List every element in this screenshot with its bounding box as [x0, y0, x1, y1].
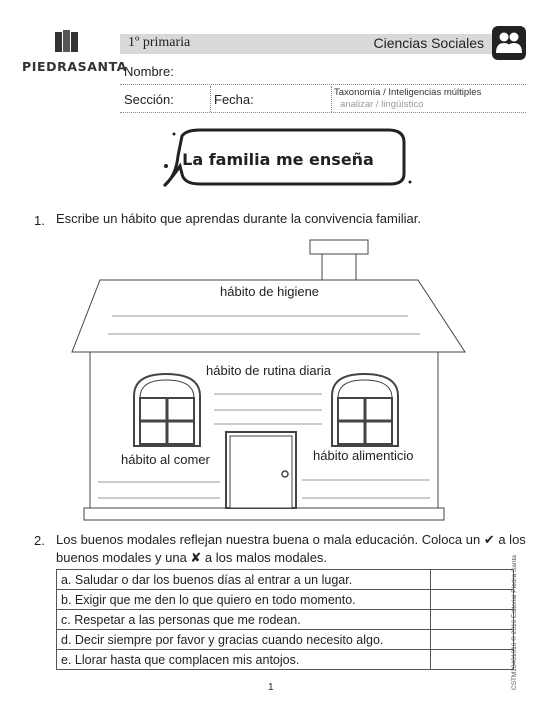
section-label: Sección:	[124, 92, 174, 107]
statement-cell: b. Exigir que me den lo que quiero en todo momento.	[57, 590, 431, 610]
people-icon	[492, 26, 526, 60]
roof-label: hábito de higiene	[220, 284, 320, 299]
answer-cell[interactable]	[431, 610, 514, 630]
divider	[331, 86, 332, 112]
statement-cell: e. Llorar hasta que complacen mis antojos.	[57, 650, 431, 670]
question-text: Escribe un hábito que aprendas durante la convivencia familiar.	[56, 211, 421, 226]
left-label: hábito al comer	[121, 452, 210, 467]
header-bar	[120, 34, 492, 54]
middle-label: hábito de rutina diaria	[206, 363, 332, 378]
statement-cell: c. Respetar a las personas que me rodean.	[57, 610, 431, 630]
question-number: 2.	[34, 533, 45, 548]
house-drawing	[60, 236, 480, 522]
page-number: 1	[268, 682, 274, 693]
date-label: Fecha:	[214, 92, 254, 107]
manners-table	[56, 569, 514, 670]
publisher-name: PIEDRASANTA	[22, 59, 127, 74]
name-label: Nombre:	[124, 64, 174, 79]
book-logo-icon	[54, 30, 80, 54]
question-text-line1: Los buenos modales reflejan nuestra buena o mala educación. Coloca un ✔ a los	[56, 532, 526, 547]
taxonomy-values: analizar / lingüístico	[340, 99, 424, 110]
table-row	[57, 630, 514, 650]
section-line	[120, 112, 526, 113]
answer-cell[interactable]	[431, 570, 514, 590]
answer-cell[interactable]	[431, 590, 514, 610]
right-label: hábito alimenticio	[313, 448, 414, 463]
statement-cell: a. Saludar o dar los buenos días al entrar a un lugar.	[57, 570, 431, 590]
table-row	[57, 610, 514, 630]
statement-cell: d. Decir siempre por favor y gracias cuando necesito algo.	[57, 630, 431, 650]
table-row	[57, 650, 514, 670]
table-row	[57, 590, 514, 610]
taxonomy-title: Taxonomía / Inteligencias múltiples	[334, 87, 482, 98]
worksheet-title: La familia me enseña	[182, 150, 374, 169]
table-row	[57, 570, 514, 590]
copyright-note: CSTM20401016 ® 2016 Editorial Piedra Santa	[511, 555, 518, 690]
answer-cell[interactable]	[431, 650, 514, 670]
question-number: 1.	[34, 213, 45, 228]
subject-label: Ciencias Sociales	[373, 35, 484, 51]
divider	[210, 86, 211, 112]
name-line[interactable]	[120, 84, 526, 85]
question-text-line2: buenos modales y una ✘ a los malos modales.	[56, 550, 328, 565]
answer-cell[interactable]	[431, 630, 514, 650]
grade-label: 1º primaria	[128, 35, 191, 50]
